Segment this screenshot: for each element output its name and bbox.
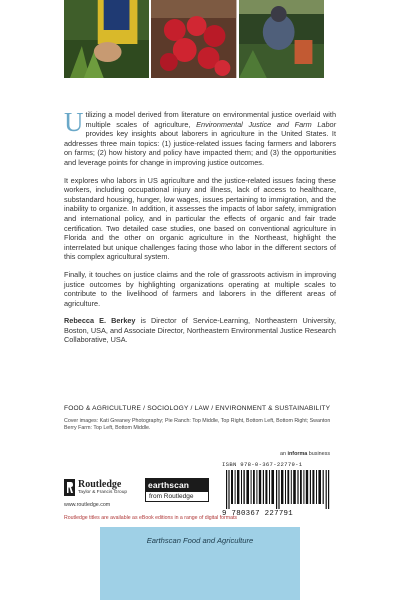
author-bio-text: is Director of Service-Learning, Northeastern University, Boston, USA, and Associate Director, Northeastern Environmental Justice Research Collaborative, USA.	[64, 316, 336, 345]
barcode-digits: 9 780367 227791	[222, 510, 294, 518]
blurb-p1-lead: tilizing a model derived from literature on environmental justice overlaid with multiple scales of agriculture,	[85, 110, 336, 129]
routledge-mark-icon	[64, 479, 75, 496]
subject-categories: FOOD & AGRICULTURE / SOCIOLOGY / LAW / ENVIRONMENT & SUSTAINABILITY	[64, 405, 331, 412]
informa-brand: informa	[287, 451, 308, 457]
author-name: Rebecca E. Berkey	[64, 316, 136, 326]
series-title: Earthscan Food and Agriculture	[146, 536, 254, 545]
drop-cap: U	[64, 107, 84, 137]
routledge-subtitle: Taylor & Francis Group	[78, 489, 128, 495]
series-banner	[100, 527, 300, 600]
barcode-graphic	[222, 470, 336, 509]
blurb-p1-rest: provides key insights about laborers in agriculture in the United States. It addresses three main topics: (1) justice-related issues facing farmers and laborers on farms; (2) how history and policy have impacted them; and (3) the opportunities and leverage points for change in improving justice outcomes.	[64, 129, 336, 167]
photo-field-worker	[239, 0, 324, 78]
blurb-paragraph-3: Finally, it touches on justice claims and the role of grassroots activism in improving justice outcomes by highlighting organizations operating at multiple scales to contribute to the livelihood of farmers and laborers in the different areas of agriculture.	[64, 269, 336, 308]
photo-farmworker-harvest	[64, 0, 149, 78]
informa-business-tag	[280, 451, 330, 457]
ebook-availability-note: Routledge titles are available as eBook editions in a range of digital formats	[64, 515, 238, 521]
back-cover-blurb	[64, 107, 337, 353]
routledge-wordmark	[78, 480, 127, 496]
cover-photo-strip	[64, 0, 324, 78]
blurb-paragraph-2: It explores who labors in US agriculture and the justice-related issues facing these workers, including occupational injury and illness, lack of access to healthcare, substandard housing, hunger, low wages, issues pertaining to immigration, and the inability to organize. In addition, it assesses the impacts of labor safety, immigration and international policy, and in particular the effects of organic and fair trade certification. Two detailed case studies, one based on conventional agriculture in Florida and the other on organic agriculture in the Northeast, highlight the interrelated but unique challenges facing those who labor in the different sectors of this complex agricultural system.	[64, 175, 336, 262]
routledge-name: Routledge	[78, 478, 122, 490]
isbn-barcode-block	[222, 461, 336, 518]
informa-suffix: business	[307, 451, 331, 457]
blurb-paragraph-1	[64, 107, 337, 168]
routledge-url: www.routledge.com	[64, 502, 111, 508]
informa-prefix: an	[280, 451, 288, 457]
book-title-inline: Environmental Justice and Farm Labor	[196, 119, 337, 129]
isbn-label: ISBN 978-0-367-22779-1	[222, 461, 303, 468]
earthscan-tagline: from Routledge	[145, 492, 209, 502]
earthscan-logo	[145, 478, 209, 502]
routledge-logo	[64, 479, 127, 496]
cover-image-credits: Cover images: Kati Greaney Photography; Pie Ranch: Top Middle, Top Right, Bottom Left, Bottom Right; Swanton Berry Farm: Top Left, Bottom Middle.	[64, 418, 331, 431]
earthscan-wordmark: earthscan	[145, 478, 209, 492]
author-bio	[64, 316, 336, 345]
photo-radishes	[151, 0, 236, 78]
